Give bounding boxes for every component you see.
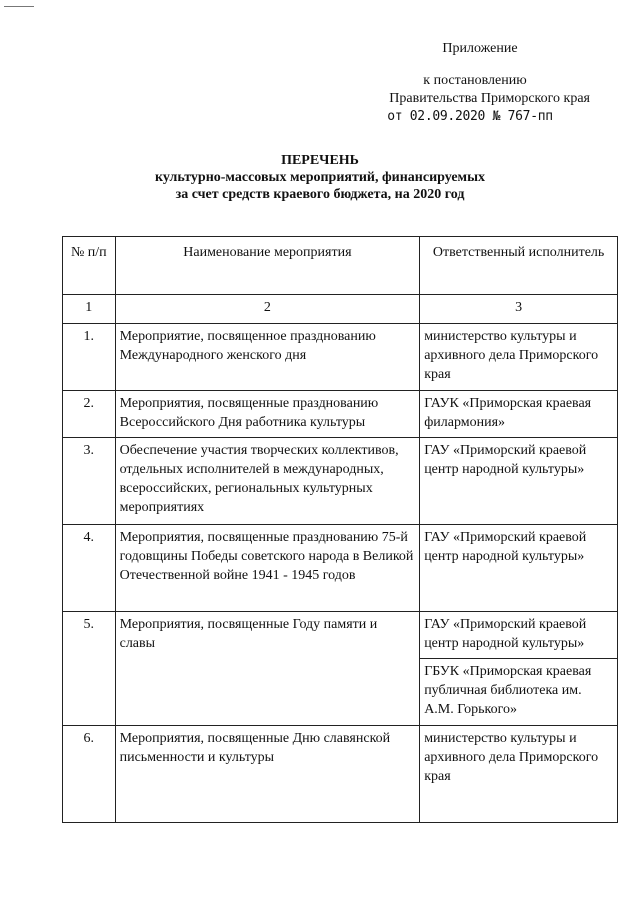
row-num: 1. [63,324,116,391]
column-number-row [63,295,618,324]
row-event-name: Мероприятия, посвященные празднованию 75-й годовщины Победы советского народа в Великой Отечественной войне 1941 - 1945 годов [115,525,420,612]
events-table [62,236,618,823]
row-executor: министерство культуры и архивного дела Приморского края [420,324,618,391]
row-event-name: Мероприятие, посвященное празднованию Международного женского дня [115,324,420,391]
table-header-row [63,237,618,295]
row-event-name: Мероприятия, посвященные празднованию Всероссийского Дня работника культуры [115,391,420,438]
row-event-name: Мероприятия, посвященные Году памяти и славы [115,612,420,726]
row-event-name: Мероприятия, посвященные Дню славянской письменности и культуры [115,726,420,823]
header-executor: Ответственный исполнитель [420,237,618,295]
row-num: 4. [63,525,116,612]
row-executor: ГАУ «Приморский краевой центр народной культуры» [420,612,618,659]
table-row [63,391,618,438]
government-label: Правительства Приморского края [389,91,590,106]
resolution-label: к постановлению [423,73,527,88]
row-executor: ГАУК «Приморская краевая филармония» [420,391,618,438]
row-executor: ГАУ «Приморский краевой центр народной культуры» [420,438,618,525]
table-row [63,612,618,659]
appendix-label: Приложение [442,41,518,56]
col-number-3: 3 [420,295,618,324]
row-num: 2. [63,391,116,438]
corner-scan-mark [4,6,34,7]
title-line-2: культурно-массовых мероприятий, финансируемых [154,170,486,185]
row-event-name: Обеспечение участия творческих коллективов, отдельных исполнителей в международных, всероссийских, региональных культурных мероприятиях [115,438,420,525]
resolution-stamp: от 02.09.2020 № 767-пп [387,109,553,124]
table-row [63,726,618,823]
table-row [63,438,618,525]
header-num: № п/п [63,237,116,295]
header-name: Наименование мероприятия [115,237,420,295]
row-num: 6. [63,726,116,823]
title-line-3: за счет средств краевого бюджета, на 2020 год [175,187,465,202]
table-row [63,324,618,391]
row-executor-secondary: ГБУК «Приморская краевая публичная библиотека им. А.М. Горького» [420,659,618,726]
row-executor: министерство культуры и архивного дела Приморского края [420,726,618,823]
row-executor: ГАУ «Приморский краевой центр народной культуры» [420,525,618,612]
title-line-1: ПЕРЕЧЕНЬ [281,153,359,168]
table-row [63,525,618,612]
col-number-1: 1 [63,295,116,324]
row-num: 5. [63,612,116,726]
appendix-header [330,40,590,126]
row-num: 3. [63,438,116,525]
col-number-2: 2 [115,295,420,324]
document-title [60,152,580,203]
